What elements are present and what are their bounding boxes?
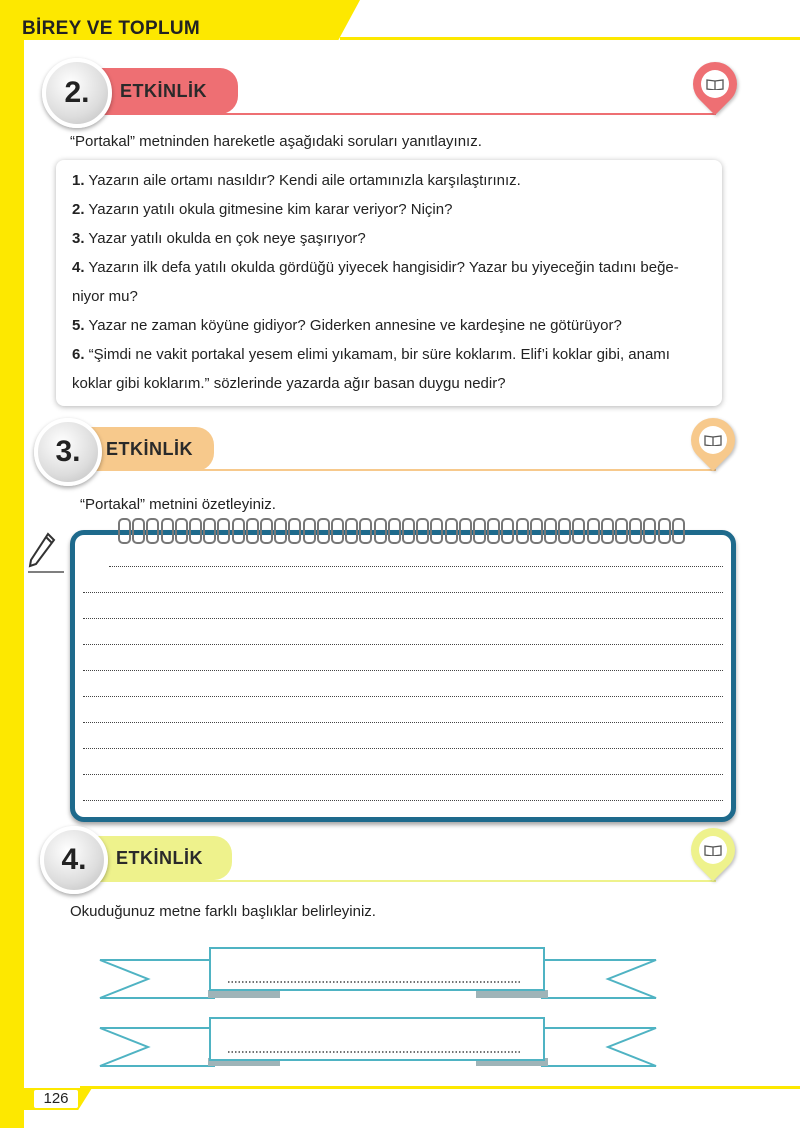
activity-3-badge	[34, 418, 102, 486]
question-5: 5. Yazar ne zaman köyüne gidiyor? Giderken annesine ve kardeşine ne götürüyor?	[72, 317, 622, 334]
question-1: 1. Yazarın aile ortamı nasıldır? Kendi aile ortamınızla karşılaştırınız.	[72, 172, 521, 189]
question-4: 4. Yazarın ilk defa yatılı okulda gördüğü yiyecek hangisidir? Yazar bu yiyeceğin tadını beğe-	[72, 259, 679, 276]
spiral-ring-icon	[189, 518, 202, 544]
question-6: 6. “Şimdi ne vakit portakal yesem elimi yıkamam, bir süre koklarım. Elif’i koklar gibi, anamı	[72, 346, 670, 363]
activity-4-number: 4.	[61, 843, 87, 876]
spiral-ring-icon	[416, 518, 429, 544]
spiral-ring-icon	[487, 518, 500, 544]
spiral-ring-icon	[374, 518, 387, 544]
question-6-continued: koklar gibi koklarım.” sözlerinde yazarda ağır basan duygu nedir?	[72, 375, 506, 392]
book-pin-icon	[688, 826, 738, 882]
spiral-ring-icon	[658, 518, 671, 544]
spiral-ring-icon	[317, 518, 330, 544]
summary-notebook[interactable]	[70, 530, 736, 822]
writing-line[interactable]	[83, 773, 723, 775]
spiral-ring-icon	[445, 518, 458, 544]
spiral-ring-icon	[303, 518, 316, 544]
spiral-ring-icon	[530, 518, 543, 544]
spiral-ring-icon	[217, 518, 230, 544]
footer-line	[80, 1086, 800, 1089]
spiral-ring-icon	[516, 518, 529, 544]
writing-line[interactable]	[83, 799, 723, 801]
spiral-ring-icon	[501, 518, 514, 544]
ribbon-banner[interactable]	[100, 948, 656, 998]
writing-line[interactable]	[83, 617, 723, 619]
spiral-ring-icon	[587, 518, 600, 544]
spiral-ring-icon	[161, 518, 174, 544]
activity-4-label: ETKİNLİK	[116, 847, 203, 868]
spiral-ring-icon	[118, 518, 131, 544]
spiral-ring-icon	[558, 518, 571, 544]
activity-2-instruction: “Portakal” metninden hareketle aşağıdaki soruları yanıtlayınız.	[70, 133, 482, 150]
spiral-ring-icon	[544, 518, 557, 544]
spiral-ring-icon	[430, 518, 443, 544]
writing-line[interactable]	[83, 721, 723, 723]
spiral-ring-icon	[459, 518, 472, 544]
question-4-continued: niyor mu?	[72, 288, 138, 305]
spiral-ring-icon	[388, 518, 401, 544]
spiral-ring-icon	[643, 518, 656, 544]
title-ribbons	[96, 940, 660, 1076]
spiral-ring-icon	[274, 518, 287, 544]
activity-4-badge	[40, 826, 108, 894]
activity-4-rule	[60, 880, 716, 882]
activity-3-number: 3.	[55, 435, 81, 468]
spiral-ring-icon	[402, 518, 415, 544]
writing-line[interactable]	[83, 695, 723, 697]
writing-line[interactable]	[109, 565, 723, 567]
book-pin-icon	[688, 416, 738, 472]
question-3: 3. Yazar yatılı okulda en çok neye şaşırıyor?	[72, 230, 366, 247]
spiral-ring-icon	[601, 518, 614, 544]
activity-2-label: ETKİNLİK	[120, 80, 207, 101]
activity-3-label: ETKİNLİK	[106, 438, 193, 459]
writing-line[interactable]	[83, 669, 723, 671]
spiral-ring-icon	[260, 518, 273, 544]
writing-line[interactable]	[83, 747, 723, 749]
spiral-ring-icon	[672, 518, 685, 544]
spiral-ring-icon	[473, 518, 486, 544]
spiral-ring-icon	[175, 518, 188, 544]
activity-4-instruction: Okuduğunuz metne farklı başlıklar belirleyiniz.	[70, 903, 376, 920]
spiral-ring-icon	[203, 518, 216, 544]
spiral-ring-icon	[288, 518, 301, 544]
activity-3-instruction: “Portakal” metnini özetleyiniz.	[80, 496, 276, 513]
spiral-ring-icon	[146, 518, 159, 544]
pencil-icon	[26, 530, 66, 576]
writing-line[interactable]	[83, 591, 723, 593]
activity-2-badge	[42, 58, 112, 128]
header-line	[340, 37, 800, 40]
activity-2-number: 2.	[64, 76, 90, 109]
spiral-ring-icon	[331, 518, 344, 544]
question-2: 2. Yazarın yatılı okula gitmesine kim karar veriyor? Niçin?	[72, 201, 453, 218]
spiral-ring-icon	[629, 518, 642, 544]
spiral-ring-icon	[615, 518, 628, 544]
page-number: 126	[43, 1090, 69, 1107]
spiral-ring-icon	[345, 518, 358, 544]
spiral-ring-icon	[572, 518, 585, 544]
spiral-ring-icon	[232, 518, 245, 544]
ribbon-banner[interactable]	[100, 1018, 656, 1066]
spiral-ring-icon	[359, 518, 372, 544]
spiral-ring-icon	[246, 518, 259, 544]
page-side-bar	[0, 0, 24, 1128]
spiral-ring-icon	[132, 518, 145, 544]
writing-line[interactable]	[83, 643, 723, 645]
section-title: BİREY VE TOPLUM	[22, 18, 200, 39]
question-box	[56, 160, 722, 406]
book-pin-icon	[690, 60, 740, 116]
